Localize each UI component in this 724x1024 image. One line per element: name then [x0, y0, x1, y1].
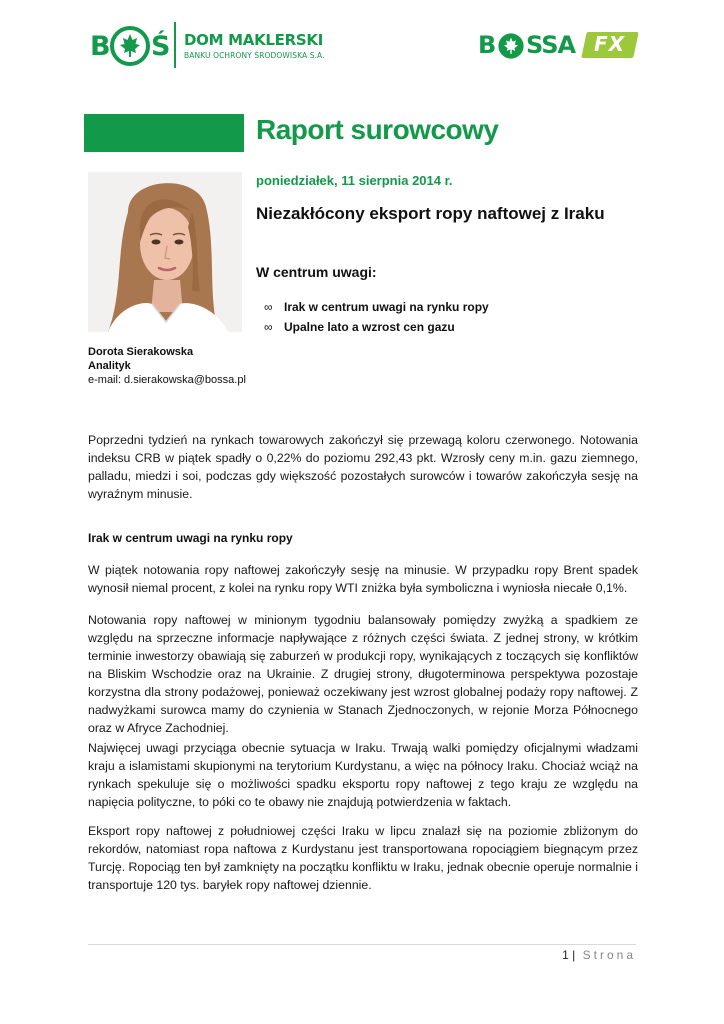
focus-list-item	[264, 317, 489, 337]
title-accent-bar	[84, 114, 244, 152]
bos-name-line2: BANKU OCHRONY ŚRODOWISKA S.A.	[184, 51, 325, 60]
logo-divider	[174, 22, 176, 68]
intro-paragraph-block	[88, 431, 638, 503]
infinity-bullet-icon: ∞	[264, 300, 273, 314]
body-paragraph: Najwięcej uwagi przyciąga obecnie sytuacja w Iraku. Trwają walki pomiędzy oficjalnymi władzami kraju a islamistami skupionymi na terytorium Kurdystanu, a więc na północy Iraku. Chociaż wciąż na rynkach spekuluje się o możliwości spadku eksportu ropy naftowej z tego kraju ze względu na napięcia polityczne, to póki co te obawy nie znajdują potwierdzenia w faktach.	[88, 741, 638, 809]
analyst-role: Analityk	[88, 360, 131, 372]
bos-logo-letter-b: B	[90, 31, 110, 62]
analyst-name: Dorota Sierakowska	[88, 346, 194, 358]
page-label: Strona	[582, 948, 636, 962]
analyst-info	[88, 345, 246, 387]
page-number: 1	[562, 948, 569, 962]
page-footer	[562, 948, 636, 962]
intro-paragraph: Poprzedni tydzień na rynkach towarowych zakończył się przewagą koloru czerwonego. Notowania indeksu CRB w piątek spadły o 0,22% do poziomu 292,43 pkt. Wzrosły ceny m.in. gazu ziemnego, palladu, miedzi i soi, podczas gdy większość pozostałych surowców i towarów zakończyła sesję na wyraźnym minusie.	[88, 433, 638, 501]
body-paragraph-block	[88, 822, 638, 894]
analyst-photo	[88, 172, 242, 332]
bos-logo-letter-s: Ś	[151, 31, 170, 62]
footer-separator: |	[572, 948, 576, 962]
focus-heading: W centrum uwagi:	[256, 264, 377, 280]
body-paragraph: Notowania ropy naftowej w minionym tygodniu balansowały pomiędzy zwyżką a spadkiem ze względu na sprzeczne informacje napływające z różnych części świata. Z jednej strony, w krótkim terminie inwestorzy obawiają się zaburzeń w produkcji ropy, wynikających z toczących się konfliktów na Bliskim Wschodzie oraz na Ukrainie. Z drugiej strony, długoterminowa perspektywa pozostaje korzystna dla strony podażowej, ponieważ oczekiwany jest wzrost globalnej podaży ropy naftowej. Z nadwyżkami surowca mamy do czynienia w Stanach Zjednoczonych, w rejonie Morza Północnego oraz w Afryce Zachodniej.	[88, 613, 638, 735]
body-paragraph: Eksport ropy naftowej z południowej części Iraku w lipcu znalazł się na poziomie zbliżonym do rekordów, natomiast ropa naftowa z Kurdystanu jest transportowana ropociągiem biegnącym przez Turcję. Ropociąg ten był zamknięty na początku konfliktu w Iraku, jednak obecnie operuje normalnie i transportuje 120 tys. baryłek ropy naftowej dziennie.	[88, 824, 638, 892]
footer-divider	[88, 944, 636, 945]
report-title: Raport surowcowy	[256, 114, 499, 145]
report-date: poniedziałek, 11 sierpnia 2014 r.	[256, 173, 453, 188]
focus-list	[264, 297, 489, 337]
body-paragraph-block	[88, 561, 638, 597]
bos-name-line1: DOM MAKLERSKI	[184, 31, 323, 49]
fx-label: FX	[594, 32, 626, 56]
report-headline: Niezakłócony eksport ropy naftowej z Iraku	[256, 204, 605, 223]
infinity-bullet-icon: ∞	[264, 320, 273, 334]
bos-logo	[88, 22, 338, 70]
body-paragraph-block	[88, 739, 638, 811]
focus-item-label: Upalne lato a wzrost cen gazu	[284, 320, 455, 334]
bossa-fx-logo	[478, 28, 642, 64]
bossa-letters-ssa: SSA	[526, 31, 576, 59]
bossa-letter-b: B	[478, 31, 496, 59]
focus-item-label: Irak w centrum uwagi na rynku ropy	[284, 300, 489, 314]
maple-leaf-icon	[110, 26, 150, 66]
section-heading: Irak w centrum uwagi na rynku ropy	[88, 531, 293, 545]
focus-list-item	[264, 297, 489, 317]
bossa-leaf-icon	[497, 32, 525, 60]
analyst-email[interactable]: e-mail: d.sierakowska@bossa.pl	[88, 374, 246, 386]
body-paragraph: W piątek notowania ropy naftowej zakończyły sesję na minusie. W przypadku ropy Brent spadek wynosił niemal procent, z kolei na rynku ropy WTI zniżka była symboliczna i wyniosła niecałe 0,1%.	[88, 563, 638, 595]
body-paragraph-block	[88, 611, 638, 737]
